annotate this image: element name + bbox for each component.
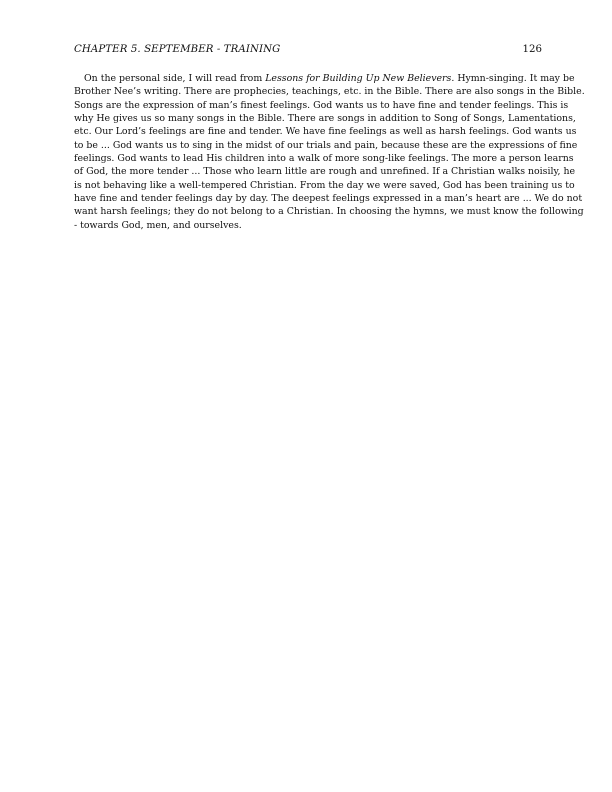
paragraph-line: of God, the more tender ... Those who learn little are rough and unrefined. If a Christian walks noisily, he xyxy=(74,166,576,178)
line-text: Hymn-singing. It may be xyxy=(454,73,575,84)
paragraph-line: is not behaving like a well-tempered Christian. From the day we were saved, God has been training us to xyxy=(74,179,575,191)
line-text: On the personal side, I will read from xyxy=(84,73,266,84)
paragraph-line: Brother Nee’s writing. There are prophecies, teachings, etc. in the Bible. There are also songs in the Bible. xyxy=(74,86,585,98)
paragraph-line: to be ... God wants us to sing in the midst of our trials and pain, because these are the expressions of fine xyxy=(74,139,578,151)
book-title: Lessons for Building Up New Believers. xyxy=(265,73,455,84)
paragraph-line: why He gives us so many songs in the Bible. There are songs in addition to Song of Songs, Lamentations, xyxy=(74,113,576,125)
paragraph-line: - towards God, men, and ourselves. xyxy=(74,219,242,231)
paragraph-line: want harsh feelings; they do not belong to a Christian. In choosing the hymns, we must know the following xyxy=(74,206,584,218)
chapter-title: CHAPTER 5. SEPTEMBER - TRAINING xyxy=(74,44,281,55)
running-header xyxy=(74,44,542,55)
paragraph-line: have fine and tender feelings day by day. The deepest feelings expressed in a man’s heart are ... We do not xyxy=(74,193,583,205)
paragraph-line: feelings. God wants to lead His children into a walk of more song-like feelings. The more a person learns xyxy=(74,153,574,165)
paragraph-line: Songs are the expression of man’s finest feelings. God wants us to have fine and tender feelings. This is xyxy=(74,99,569,111)
body-paragraph xyxy=(74,72,585,232)
page-number: 126 xyxy=(522,44,542,55)
paragraph-line: etc. Our Lord’s feelings are fine and tender. We have fine feelings as well as harsh feelings. God wants us xyxy=(74,126,577,138)
paragraph-line xyxy=(74,72,575,85)
